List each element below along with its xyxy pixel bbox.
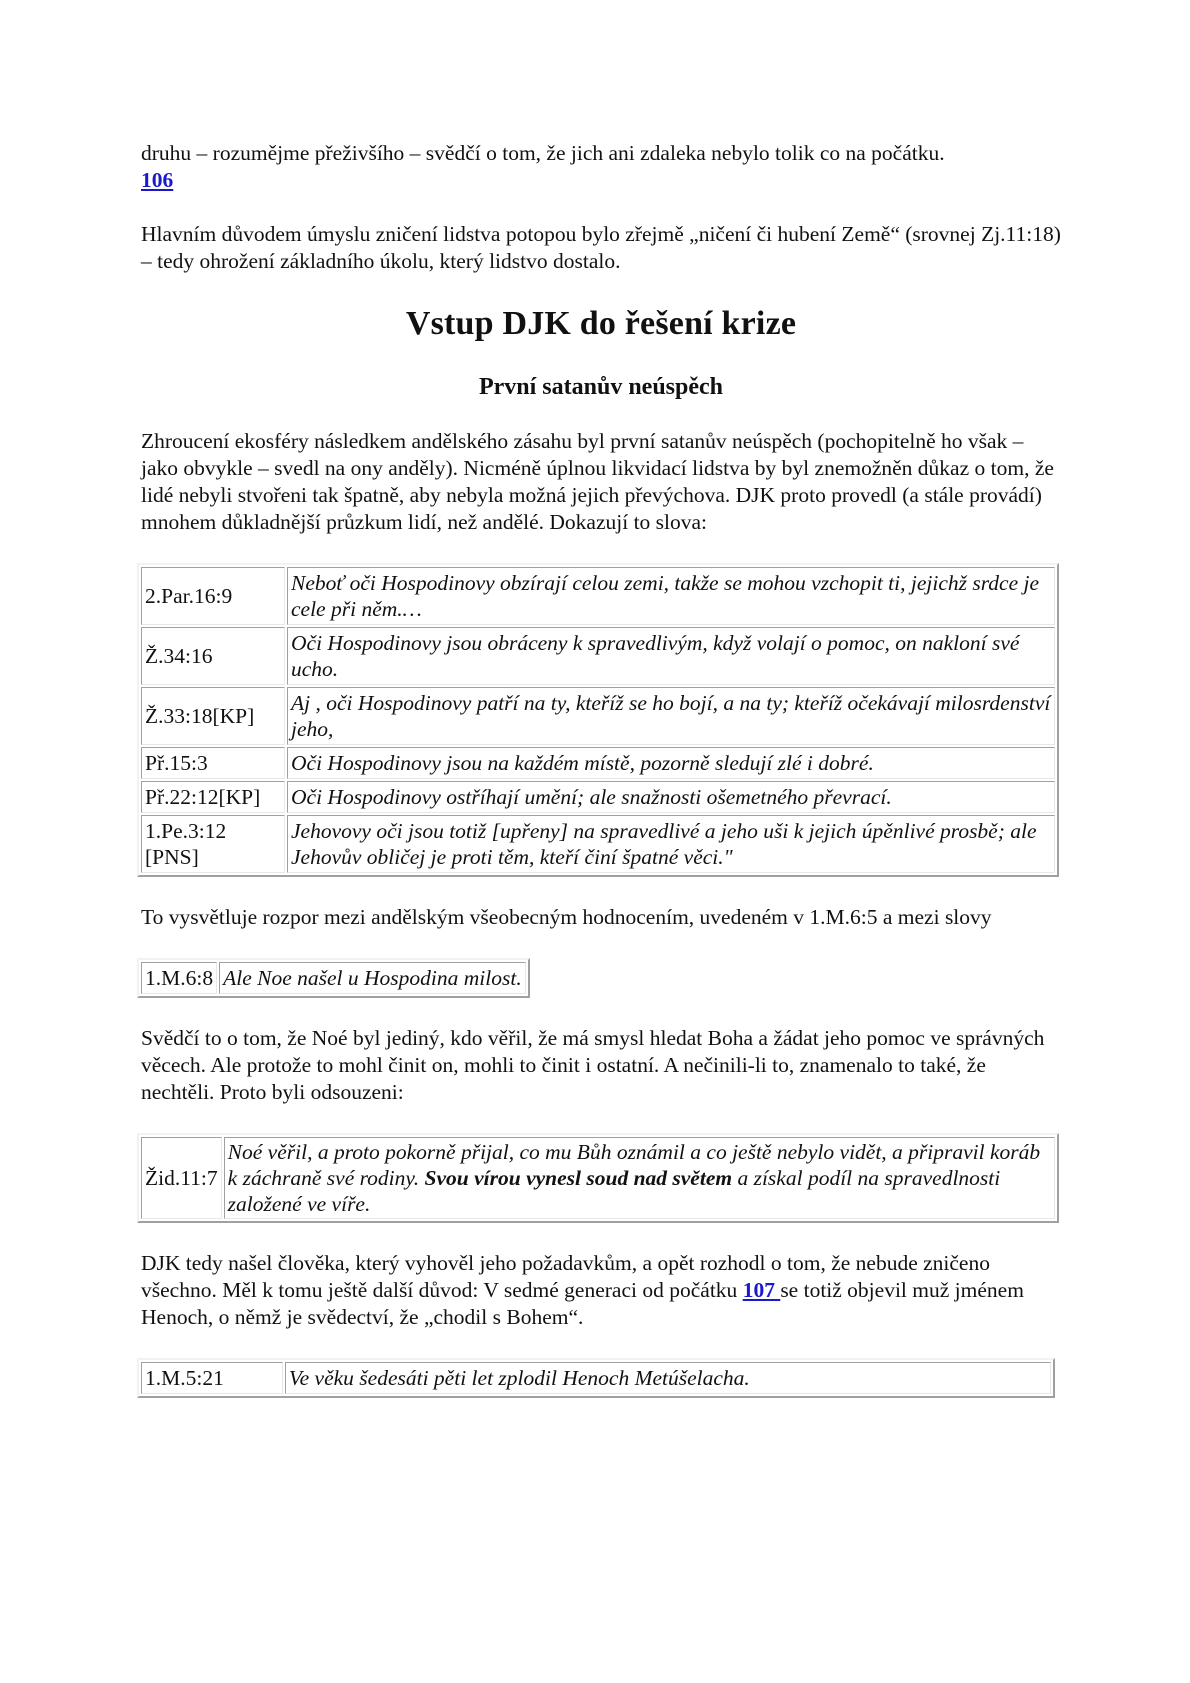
paragraph-ecosphere: Zhroucení ekosféry následkem andělského zásahu byl první satanův neúspěch (pochopitelně ho však – jako obvykle – svedl na ony anděly). Nicméně úplnou likvidací lidstva by byl znemožněn důkaz o tom, že lidé nebyli stvořeni tak špatně, aby nebyla možná jejich převýchova. DJK proto provedl (a stále provádí) mnohem důkladnější průzkum lidí, než andělé. Dokazují to slova: — [141, 429, 1054, 534]
citation-ref: Ž.34:16 — [141, 627, 285, 685]
footnote-link-106[interactable]: 106 — [141, 168, 174, 192]
citation-ref: 1.Pe.3:12 [PNS] — [141, 815, 285, 873]
document-page — [141, 140, 1061, 1425]
table-row — [141, 815, 1055, 873]
citation-text-part: a získal podíl na spravedlnosti založené ve víře. — [227, 1166, 1001, 1216]
citation-table-henoch — [137, 1358, 1055, 1398]
citation-table-noe — [137, 958, 530, 998]
citation-table-zid — [137, 1133, 1059, 1223]
table-row — [141, 687, 1055, 745]
citation-ref: 1.M.5:21 — [141, 1362, 283, 1394]
table-row — [141, 567, 1055, 625]
citation-ref: Př.15:3 — [141, 747, 285, 779]
paragraph-henoch-text-end: se totiž objevil muž jménem Henoch, o němž je svědectví, že „chodil s Bohem“. — [141, 1278, 1024, 1329]
section-title: Vstup DJK do řešení krize — [405, 305, 797, 342]
paragraph-contradiction: To vysvětluje rozpor mezi andělským všeobecným hodnocením, uvedeném v 1.M.6:5 a mezi slovy — [141, 905, 992, 929]
table-row — [141, 962, 526, 994]
citation-text: Ve věku šedesáti pěti let zplodil Henoch Metúšelacha. — [285, 1362, 1051, 1394]
citation-text-emphasis: Svou vírou vynesl soud nad světem — [424, 1166, 733, 1190]
citation-text: Oči Hospodinovy ostříhají umění; ale snažnosti ošemetného převrací. — [287, 781, 1055, 813]
citation-text: Neboť oči Hospodinovy obzírají celou zemi, takže se mohou vzchopit ti, jejichž srdce je cele při něm.… — [287, 567, 1055, 625]
citation-ref: 1.M.6:8 — [141, 962, 217, 994]
citation-table-eyes — [137, 563, 1059, 877]
citation-ref: Žid.11:7 — [141, 1137, 222, 1219]
paragraph-henoch — [141, 1250, 1061, 1331]
citation-text: Oči Hospodinovy jsou obráceny k spravedlivým, když volají o pomoc, on nakloní své ucho. — [287, 627, 1055, 685]
table-row — [141, 1362, 1051, 1394]
paragraph-henoch-text: DJK tedy našel člověka, který vyhověl jeho požadavkům, a opět rozhodl o tom, že nebude zničeno všechno. Měl k tomu ještě další důvod: V sedmé generaci od počátku — [141, 1251, 990, 1302]
table-row — [141, 747, 1055, 779]
table-row — [141, 627, 1055, 685]
citation-text: Ale Noe našel u Hospodina milost. — [219, 962, 526, 994]
table-row — [141, 781, 1055, 813]
paragraph-reason: Hlavním důvodem úmyslu zničení lidstva potopou bylo zřejmě „ničení či hubení Země“ (srovnej Zj.11:18) – tedy ohrožení základního úkolu, který lidstvo dostalo. — [141, 222, 1061, 273]
citation-text: Aj , oči Hospodinovy patří na ty, kteříž se ho bojí, a na ty; kteříž očekávají milosrdenství jeho, — [287, 687, 1055, 745]
citation-text: Jehovovy oči jsou totiž [upřeny] na spravedlivé a jeho uši k jejich úpěnlivé prosbě; ale Jehovův obličej je proti těm, kteří činí špatné věci." — [287, 815, 1055, 873]
footnote-link-107[interactable]: 107 — [742, 1278, 781, 1302]
citation-ref: 2.Par.16:9 — [141, 567, 285, 625]
paragraph-intro-text: druhu – rozumějme přeživšího – svědčí o tom, že jich ani zdaleka nebylo tolik co na počátku. — [141, 141, 945, 165]
citation-ref: Př.22:12[KP] — [141, 781, 285, 813]
citation-text — [224, 1137, 1055, 1219]
table-row — [141, 1137, 1055, 1219]
citation-text: Oči Hospodinovy jsou na každém místě, pozorně sledují zlé i dobré. — [287, 747, 1055, 779]
citation-ref: Ž.33:18[KP] — [141, 687, 285, 745]
paragraph-noe-faith: Svědčí to o tom, že Noé byl jediný, kdo věřil, že má smysl hledat Boha a žádat jeho pomoc ve správných věcech. Ale protože to mohl činit on, mohli to činit i ostatní. A nečinili-li to, znamenalo to také, že nechtěli. Proto byli odsouzeni: — [141, 1026, 1045, 1104]
subsection-title: První satanův neúspěch — [478, 374, 724, 400]
paragraph-intro — [141, 140, 1061, 194]
citation-text-part: Noé věřil, a proto pokorně přijal, co mu Bůh oznámil a co ještě nebylo vidět, a připravil koráb k záchraně své rodiny. — [227, 1140, 1041, 1190]
